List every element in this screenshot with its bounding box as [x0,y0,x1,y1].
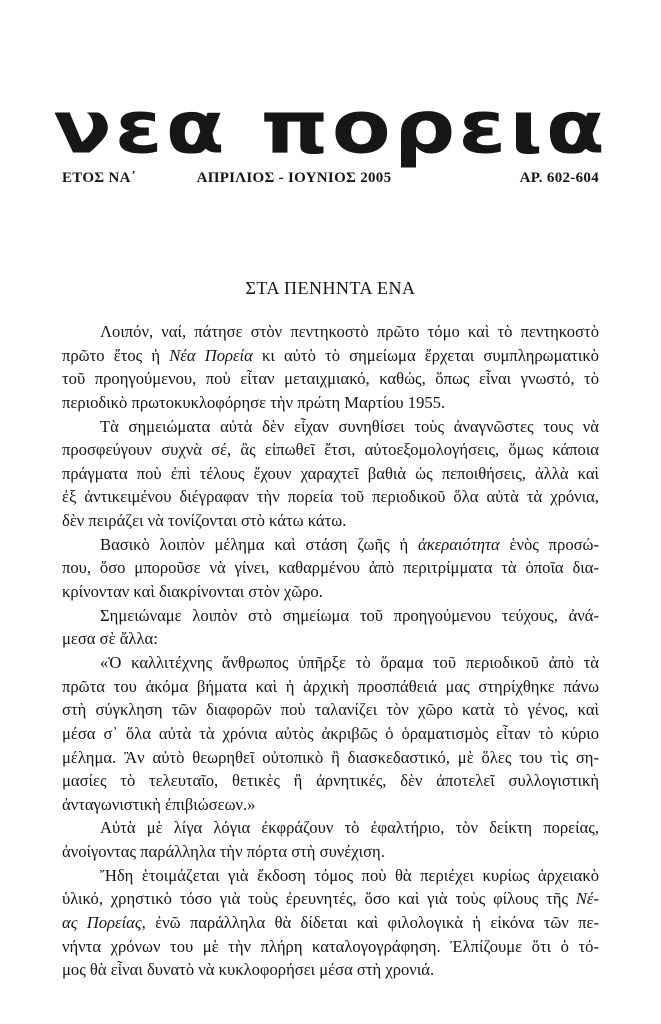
text-line [62,415,599,439]
text-line [62,911,599,935]
text-line [62,509,599,533]
text-span: μέλημα. Ἂν αὐτὸ θεωρηθεῖ οὐτοπικὸ ἢ διασκεδαστικό, μὲ ὅλες του τὶς ση- [62,747,599,767]
text-span: μασίες τὸ τελευταῖο, θετικὲς ἢ ἀρνητικές, δὲν ἀποτελεῖ συλλογιστικὴ [62,771,599,791]
text-span: τοῦ προηγούμενου, ποὺ εἶταν μεταιχμιακό, καθώς, ὅπως εἶναι γνωστό, τὸ [62,369,599,389]
italic-text: Νέ- [575,889,599,909]
text-span: , ἐνῶ παράλληλα θὰ δίδεται καὶ φιλολογικὰ ἡ εἰκόνα τῶν πε- [141,913,599,933]
issue-period: ΑΠΡΙΛΙΟΣ - ΙΟΥΝΙΟΣ 2005 [196,170,392,186]
text-span: νήντα χρόνων του μὲ τὴν πλήρη καταλογογράφηση. Ἐλπίζουμε ὅτι ὁ τό- [62,936,599,956]
text-span: μεσα σὲ ἄλλα: [62,629,158,649]
text-span: προσφεύγουν συχνὰ σέ, ἂς εἰπωθεῖ ἔτσι, αὐτοεξομολογήσεις, ὅμως κάποια [62,440,599,460]
text-line [62,816,599,840]
text-line [62,462,599,486]
text-line [62,627,599,651]
text-line [62,958,599,982]
italic-text: Νέα Πορεία [169,345,253,365]
volume-year: ΕΤΟΣ ΝΑ΄ [62,170,137,186]
issue-number: ΑΡ. 602-604 [519,170,599,186]
text-span: ἐξ ἀντικειμένου διέγραφαν τὴν πορεία τοῦ περιοδικοῦ ὅλα αὐτὰ τὰ χρόνια, [62,487,599,507]
text-span: πράγματα ποὺ ἐπὶ τέλους ἔχουν χαραχτεῖ βαθιὰ ὡς πεποιθήσεις, ἀλλὰ καὶ [62,463,599,483]
text-span: ἀνταγωνιστικὴ ἐπιβιώσεων.» [62,794,256,814]
text-span: Σημειώναμε λοιπὸν στὸ σημείωμα τοῦ προηγούμενου τεύχους, ἀνά- [100,605,599,625]
text-span: πρῶτα του ἀκόμα βήματα καὶ ἡ ἀρχικὴ προσπάθειά μας στηρίχθηκε πάνω [62,676,599,696]
text-span: πρῶτο ἔτος ἡ [62,345,170,365]
journal-masthead: νεα πορεια [53,85,608,171]
text-line [62,320,599,344]
text-span: δὲν πειράζει νὰ τονίζονται στὸ κάτω κάτω. [62,511,347,531]
text-line [62,840,599,864]
article-body [62,320,599,982]
text-span: Τὰ σημειώματα αὐτὰ δὲν εἶχαν συνηθίσει τοὺς ἀναγνῶστες τους νὰ [100,416,599,436]
text-span: στὴ σύγκληση τῶν διαφορῶν ποὺ ταλανίζει τὸν χῶρο κατὰ τὸ γένος, καὶ [62,700,599,720]
text-span: μέσα σ᾽ ὅλα αὐτὰ τὰ χρόνια αὐτὸς ἀκριβῶς ὁ ὁραματισμὸς εἶταν τὸ κύριο [62,723,599,743]
text-span: Βασικὸ λοιπὸν μέλημα καὶ στάση ζωῆς ἡ [100,534,419,554]
text-line [62,533,599,557]
italic-text: ας Πορείας [62,913,142,933]
text-line [62,651,599,675]
text-span: Λοιπόν, ναί, πάτησε στὸν πεντηκοστὸ πρῶτο τόμο καὶ τὸ πεντηκοστὸ [100,322,599,341]
text-line [62,391,599,415]
text-line [62,556,599,580]
text-line [62,769,599,793]
text-span: ὑλικό, χρηστικὸ τόσο γιὰ τοὺς ἐρευνητές, ὅσο καὶ γιὰ τοὺς φίλους τῆς [62,889,576,909]
text-span: Αὐτὰ μὲ λίγα λόγια ἐκφράζουν τὸ ἐφαλτήριο, τὸν δείκτη πορείας, [100,818,599,838]
text-span: μος θὰ εἶναι δυνατὸ νὰ κυκλοφορήσει μέσα στὴ χρονιά. [62,960,435,980]
text-line [62,793,599,817]
text-span: κι αὐτὸ τὸ σημείωμα ἔρχεται συμπληρωματικὸ [252,345,599,365]
text-line [62,887,599,911]
text-line [62,675,599,699]
text-span: κρίνονταν καὶ διακρίνονται στὸν χῶρο. [62,582,323,602]
text-line [62,698,599,722]
text-line [62,438,599,462]
text-line [62,580,599,604]
text-span: ἀνοίγοντας παράλληλα τὴν πόρτα στὴ συνέχιση. [62,842,385,862]
text-span: που, ὅσο μποροῦσε νὰ γίνει, καθαρμένου ἀπὸ περιτρίμματα τὰ ὁποῖα δια- [62,558,599,578]
text-line [62,722,599,746]
article-title: ΣΤΑ ΠΕΝΗΝΤΑ ΕΝΑ [245,278,416,298]
text-span: περιοδικὸ πρωτοκυκλοφόρησε τὴν πρώτη Μαρτίου 1955. [62,392,446,412]
text-span: Ἤδη ἑτοιμάζεται γιὰ ἔκδοση τόμος ποὺ θὰ περιέχει κυρίως ἀρχειακὸ [100,865,599,885]
text-line [62,864,599,888]
italic-text: ἀκεραιότητα [418,534,500,554]
text-line [62,746,599,770]
text-span: ἑνὸς προσώ- [499,534,600,554]
text-line [62,367,599,391]
text-line [62,604,599,628]
text-span: «Ὁ καλλιτέχνης ἄνθρωπος ὑπῆρξε τὸ ὅραμα τοῦ περιοδικοῦ ἀπὸ τὰ [100,652,599,672]
text-line [62,935,599,959]
text-line [62,485,599,509]
text-line [62,344,599,368]
